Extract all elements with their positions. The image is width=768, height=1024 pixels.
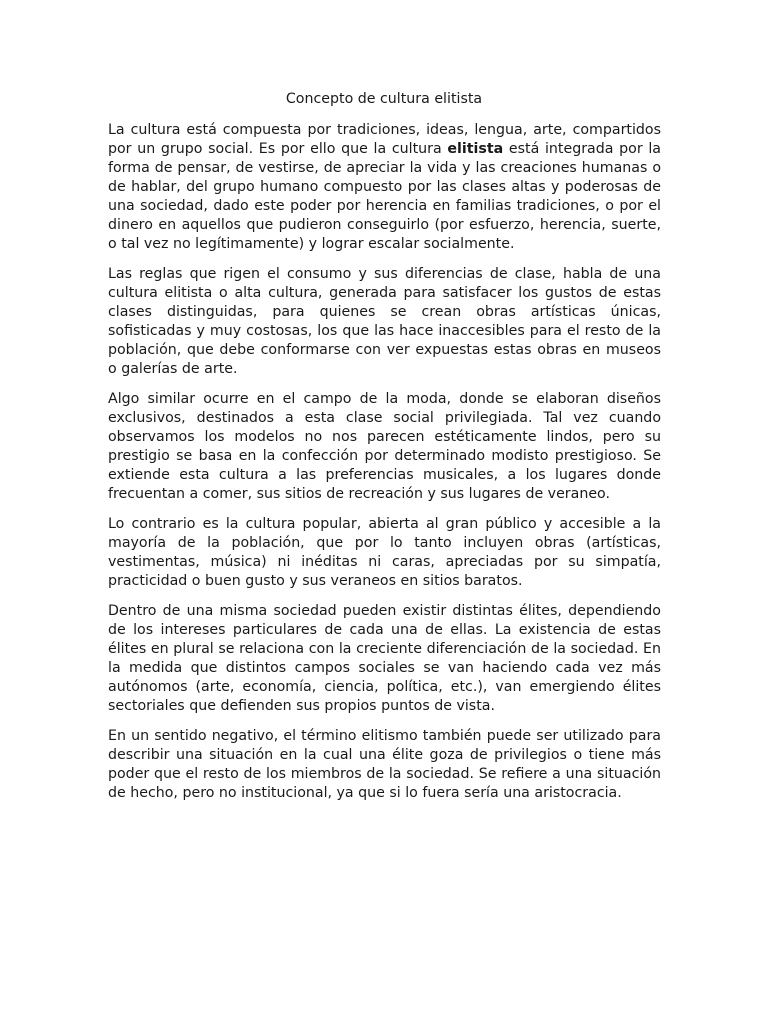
paragraph-3: Algo similar ocurre en el campo de la moda, donde se elaboran diseños exclusivos, destinados a esta clase social privilegiada. Tal vez cuando observamos los modelos no nos parecen estéticamente lindos, pero su prestigio se basa en la confección por determinado modisto prestigioso. Se extiende esta cultura a las preferencias musicales, a los lugares donde frecuentan a comer, sus sitios de recreación y sus lugares de veraneo. [108,391,661,502]
paragraph-6: En un sentido negativo, el término elitismo también puede ser utilizado para describir una situación en la cual una élite goza de privilegios o tiene más poder que el resto de los miembros de la sociedad. Se refiere a una situación de hecho, pero no institucional, ya que si lo fuera sería una aristocracia. [108,728,661,801]
paragraph-4: Lo contrario es la cultura popular, abierta al gran público y accesible a la mayoría de la población, que por lo tanto incluyen obras (artísticas, vestimentas, música) ni inéditas ni caras, apreciadas por su simpatía, practicidad o buen gusto y sus veraneos en sitios baratos. [108,516,661,589]
paragraph-1 [108,121,661,254]
emphasis-elitista: elitista [447,141,504,157]
document-body [108,121,661,814]
paragraph-5: Dentro de una misma sociedad pueden existir distintas élites, dependiendo de los intereses particulares de cada una de ellas. La existencia de estas élites en plural se relaciona con la creciente diferenciación de la sociedad. En la medida que distintos campos sociales se van haciendo cada vez más autónomos (arte, economía, ciencia, política, etc.), van emergiendo élites sectoriales que defienden sus propios puntos de vista. [108,603,661,714]
paragraph-1-text-start: La cultura está compuesta por tradiciones, ideas, lengua, arte, compartidos por un grupo social. Es por ello que la cultura [108,122,661,157]
paragraph-2: Las reglas que rigen el consumo y sus diferencias de clase, habla de una cultura elitista o alta cultura, generada para satisfacer los gustos de estas clases distinguidas, para quienes se crean obras artísticas únicas, sofisticadas y muy costosas, los que las hace inaccesibles para el resto de la población, que debe conformarse con ver expuestas estas obras en museos o galerías de arte. [108,266,661,377]
document-title: Concepto de cultura elitista [285,91,483,107]
paragraph-1-text-end: está integrada por la forma de pensar, de vestirse, de apreciar la vida y las creaciones humanas o de hablar, del grupo humano compuesto por las clases altas y poderosas de una sociedad, dado este poder por herencia en familias tradiciones, o por el dinero en aquellos que pudieron conseguirlo (por esfuerzo, herencia, suerte, o tal vez no legítimamente) y lograr escalar socialmente. [108,141,662,252]
